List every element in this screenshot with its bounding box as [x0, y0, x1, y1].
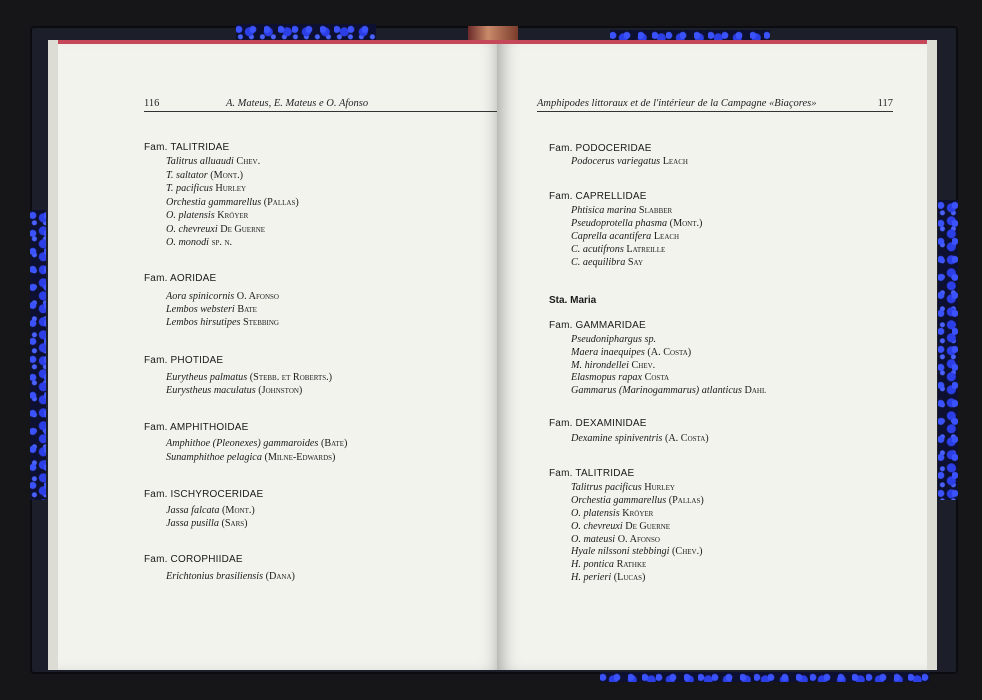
species-author: Leach	[662, 156, 688, 167]
species-entry	[571, 521, 670, 532]
species-name: Erichtonius brasiliensis	[166, 571, 264, 582]
species-name: Jassa falcata	[166, 505, 220, 516]
species-entry	[571, 244, 665, 255]
species-author: (Johnston)	[258, 385, 303, 396]
species-name: Lembos hirsutipes	[166, 317, 241, 328]
species-entry	[166, 304, 257, 315]
family-heading: Fam. CAPRELLIDAE	[549, 191, 647, 202]
species-name: Podocerus variegatus	[571, 156, 661, 167]
species-author: (Lucas)	[613, 572, 646, 583]
species-name: Talitrus alluaudi	[166, 156, 234, 167]
species-author: (Chev.)	[672, 546, 703, 557]
species-name: Orchestia gammarellus	[571, 495, 667, 506]
species-author: (Mont.)	[210, 170, 244, 181]
family-heading: Fam. COROPHIIDAE	[144, 554, 243, 565]
species-entry	[571, 205, 672, 216]
species-name: Pseudoniphargus sp.	[571, 334, 657, 345]
species-name: Orchestia gammarellus	[166, 197, 262, 208]
species-author: sp. n.	[211, 237, 233, 248]
species-author: (Mont.)	[222, 505, 255, 516]
species-name: Sunamphithoe pelagica	[166, 452, 262, 463]
species-name: Hyale nilssoni stebbingi	[571, 546, 670, 557]
running-head-text: Amphipodes littoraux et de l'intérieur de la Campagne «Biaçores»	[537, 98, 817, 109]
species-name: Jassa pusilla	[166, 518, 219, 529]
species-entry	[571, 347, 691, 358]
species-author: Slabber	[638, 205, 673, 216]
species-author: (Stebb. et Roberts.)	[249, 372, 333, 383]
species-author: Chev.	[631, 360, 656, 371]
species-entry	[571, 231, 679, 242]
family-heading: Fam. AMPHITHOIDAE	[144, 422, 249, 433]
species-name: C. acutifrons	[571, 244, 624, 255]
species-author: Hurley	[215, 183, 247, 194]
species-author: (Milne-Edwards)	[264, 452, 336, 463]
species-entry	[166, 237, 232, 248]
species-entry	[571, 372, 669, 383]
species-name: M. hirondellei	[571, 360, 629, 371]
species-name: T. pacificus	[166, 183, 213, 194]
species-author: Kröyer	[217, 210, 249, 221]
species-author: Hurley	[644, 482, 675, 493]
species-entry	[571, 257, 643, 268]
species-author: (Pallas)	[668, 495, 704, 506]
page-number: 116	[144, 98, 160, 109]
species-entry	[571, 482, 675, 493]
species-name: T. saltator	[166, 170, 208, 181]
species-name: Caprella acantifera	[571, 231, 652, 242]
species-author: De Guerne	[625, 521, 671, 532]
species-entry	[166, 317, 279, 328]
species-entry	[571, 572, 645, 583]
species-entry	[571, 534, 660, 545]
species-author: Dahl	[744, 385, 767, 396]
family-heading: Fam. AORIDAE	[144, 273, 217, 284]
species-entry	[166, 210, 248, 221]
left-page-content	[58, 40, 503, 670]
species-name: Pseudoprotella phasma	[571, 218, 668, 229]
species-name: H. pontica	[571, 559, 615, 570]
species-entry	[166, 505, 255, 516]
species-author: Say	[627, 257, 644, 268]
species-name: O. mateusi	[571, 534, 616, 545]
species-author: Rathke	[616, 559, 647, 570]
species-entry	[571, 360, 655, 371]
species-name: O. platensis	[571, 508, 620, 519]
species-entry	[166, 170, 243, 181]
species-name: O. monodi	[166, 237, 210, 248]
family-heading: Fam. ISCHYROCERIDAE	[144, 489, 264, 500]
species-author: Kröyer	[622, 508, 654, 519]
species-name: Amphithoe (Pleonexes) gammaroides	[166, 438, 319, 449]
species-entry	[571, 334, 656, 345]
species-entry	[166, 156, 260, 167]
species-entry	[571, 546, 703, 557]
species-entry	[571, 433, 709, 444]
species-entry	[166, 372, 332, 383]
species-entry	[166, 438, 347, 449]
species-entry	[571, 559, 646, 570]
species-author: (A. Costa)	[664, 433, 709, 444]
species-entry	[571, 508, 653, 519]
species-entry	[166, 291, 279, 302]
species-entry	[571, 385, 766, 396]
species-name: O. platensis	[166, 210, 215, 221]
marbled-cover-right	[938, 200, 958, 500]
species-author: Chev.	[236, 156, 261, 167]
species-name: O. chevreuxi	[571, 521, 623, 532]
species-name: Lembos websteri	[166, 304, 235, 315]
species-author: (Dana)	[265, 571, 295, 582]
species-name: Eurytheus palmatus	[166, 372, 248, 383]
species-entry	[166, 571, 295, 582]
species-author: Stebbing	[242, 317, 279, 328]
species-entry	[166, 183, 246, 194]
species-author: (Mont.)	[669, 218, 703, 229]
family-heading: Fam. PHOTIDAE	[144, 355, 224, 366]
species-name: Gammarus (Marinogammarus) atlanticus	[571, 385, 742, 396]
species-entry	[571, 218, 702, 229]
species-name: Maera inaequipes	[571, 347, 645, 358]
species-name: O. chevreuxi	[166, 224, 218, 235]
page-number: 117	[877, 98, 893, 109]
species-entry	[571, 495, 704, 506]
species-author: (Bate)	[320, 438, 348, 449]
species-name: Elasmopus rapax	[571, 372, 643, 383]
species-author: De Guerne	[220, 224, 266, 235]
left-page	[48, 40, 503, 670]
species-author: Latreille	[626, 244, 666, 255]
species-entry	[166, 224, 265, 235]
species-name: Phtisica marina	[571, 205, 637, 216]
species-author: O. Afonso	[617, 534, 660, 545]
species-entry	[166, 518, 248, 529]
family-heading: Fam. TALITRIDAE	[549, 468, 635, 479]
marbled-cover-top-left	[236, 24, 376, 40]
species-entry	[571, 156, 688, 167]
family-heading: Fam. PODOCERIDAE	[549, 143, 652, 154]
species-author: (Pallas)	[263, 197, 299, 208]
right-page	[497, 40, 937, 670]
species-name: Talitrus pacificus	[571, 482, 642, 493]
family-heading: Fam. GAMMARIDAE	[549, 320, 646, 331]
species-author: Bate	[237, 304, 257, 315]
species-name: C. aequilibra	[571, 257, 626, 268]
marbled-cover-bottom	[600, 672, 930, 682]
species-name: H. perieri	[571, 572, 612, 583]
species-author: (Sars)	[221, 518, 248, 529]
running-head-text: A. Mateus, E. Mateus e O. Afonso	[226, 98, 369, 109]
species-name: Eurystheus maculatus	[166, 385, 256, 396]
species-entry	[166, 197, 299, 208]
species-name: Aora spinicornis	[166, 291, 235, 302]
species-author: Costa	[644, 372, 670, 383]
species-entry	[166, 385, 302, 396]
species-author: O. Afonso	[236, 291, 279, 302]
marbled-cover-left	[30, 210, 46, 500]
species-author: Leach	[653, 231, 680, 242]
species-entry	[166, 452, 335, 463]
species-author: (A. Costa)	[647, 347, 692, 358]
species-name: Dexamine spiniventris	[571, 433, 663, 444]
station-heading: Sta. Maria	[549, 295, 597, 306]
family-heading: Fam. DEXAMINIDAE	[549, 418, 647, 429]
family-heading: Fam. TALITRIDAE	[144, 142, 230, 153]
right-page-content	[497, 40, 927, 670]
